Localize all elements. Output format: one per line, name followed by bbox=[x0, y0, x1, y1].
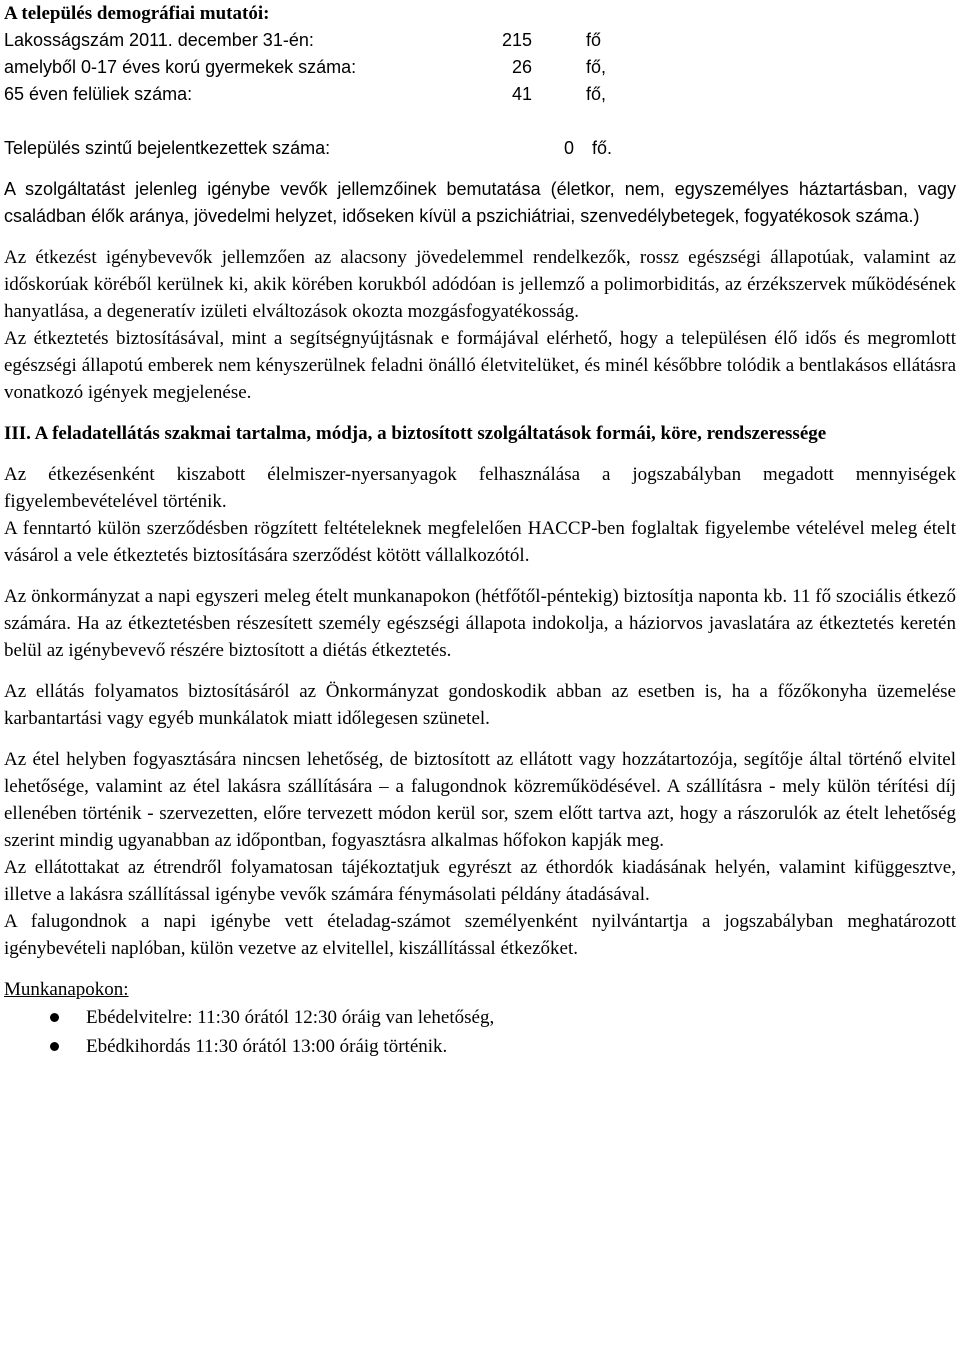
body-paragraph: Az ellátás folyamatos biztosításáról az Önkormányzat gondoskodik abban az esetben is, ha a főzőkonyha üzemelése karbantartási vagy egyéb munkálatok miatt időlegesen szünetel. bbox=[4, 681, 956, 729]
stat-unit: fő. bbox=[592, 138, 613, 158]
workdays-list bbox=[4, 1003, 956, 1061]
body-paragraph: Az étkeztetés biztosításával, mint a segítségnyújtásnak e formájával elérhető, hogy a településen élő idős és megromlott egészségi állapotú emberek nem kényszerülnek feladni önálló életvitelüket, és minél későbbre tolódik a bentlakásos ellátásra vonatkozó igények megjelenése. bbox=[4, 328, 956, 403]
intro-paragraph: A szolgáltatást jelenleg igénybe vevők jellemzőinek bemutatása (életkor, nem, egyszemélyes háztartásban, vagy családban élők aránya, jövedelmi helyzet, időseken kívül a pszichiátriai, szenvedélybetegek, fogyatékosok száma.) bbox=[4, 179, 956, 226]
workdays-heading: Munkanapokon: bbox=[4, 979, 129, 1000]
stat-value: 26 bbox=[512, 57, 533, 77]
spacer bbox=[4, 108, 956, 135]
list-item-text: Ebédkihordás 11:30 órától 13:00 óráig történik. bbox=[86, 1036, 448, 1057]
bullet-icon bbox=[50, 1013, 59, 1022]
body-paragraph: A falugondnok a napi igénybe vett ételadag-számot személyenként nyilvántartja a jogszabályban meghatározott igénybevételi naplóban, külön vezetve az elvitellel, kiszállítással étkezőket. bbox=[4, 911, 956, 959]
stat-label: 65 éven felüliek száma: bbox=[4, 84, 193, 104]
list-item bbox=[4, 1032, 956, 1061]
bullet-icon bbox=[50, 1042, 59, 1051]
demographics-table bbox=[4, 27, 956, 162]
body-paragraph: Az önkormányzat a napi egyszeri meleg ételt munkanapokon (hétfőtől-péntekig) biztosítja naponta kb. 11 fő szociális étkező számára. Ha az étkeztetésben részesített személy egészségi állapota indokolja, a háziorvos javaslatára az étkeztetés keretén belül az igénybevevő részére biztosított a diétás étkeztetés. bbox=[4, 586, 956, 661]
stat-row-population bbox=[4, 27, 956, 54]
stat-label: Lakosságszám 2011. december 31-én: bbox=[4, 30, 314, 50]
stat-row-registered bbox=[4, 135, 956, 162]
body-paragraph: Az étkezésenként kiszabott élelmiszer-nyersanyagok felhasználása a jogszabályban megadott mennyiségek figyelembevételével történik. bbox=[4, 464, 956, 512]
body-paragraph: Az étel helyben fogyasztására nincsen lehetőség, de biztosított az ellátott vagy hozzátartozója, segítője által történő elvitel lehetősége, valamint az étel lakásra szállítására – a falugondnok közreműködésével. A szállításra - mely külön térítési díj ellenében történik - szervezetten, előre tervezett módon kerül sor, szem előtt tartva azt, hogy a rászorulók az ételt lehetőség szerint mindig ugyanabban az időpontban, fogyasztásra alkalmas hőfokon kapják meg. bbox=[4, 749, 956, 851]
stat-unit: fő, bbox=[586, 84, 607, 104]
stat-label: Település szintű bejelentkezettek száma: bbox=[4, 138, 331, 158]
section-title bbox=[4, 420, 956, 447]
stat-value: 41 bbox=[512, 84, 533, 104]
section-number: III. bbox=[4, 423, 31, 444]
spacer bbox=[4, 406, 956, 420]
body-paragraph: Az ellátottakat az étrendről folyamatosan tájékoztatjuk egyrészt az éthordók kiadásának helyén, valamint kifüggesztve, illetve a lakásra szállítással igénybe vevők számára fénymásolati példány átadásával. bbox=[4, 857, 956, 905]
spacer bbox=[4, 664, 956, 678]
stat-label: amelyből 0-17 éves korú gyermekek száma: bbox=[4, 57, 357, 77]
list-item-text: Ebédelvitelre: 11:30 órától 12:30 óráig van lehetőség, bbox=[86, 1007, 495, 1028]
spacer bbox=[4, 162, 956, 176]
stat-value: 215 bbox=[502, 30, 533, 50]
stat-row-children bbox=[4, 54, 956, 81]
demographics-heading: A település demográfiai mutatói: bbox=[4, 3, 270, 24]
spacer bbox=[4, 732, 956, 746]
spacer bbox=[4, 447, 956, 461]
body-paragraph: A fenntartó külön szerződésben rögzített feltételeknek megfelelően HACCP-ben foglaltak figyelembe vételével meleg ételt vásárol a vele étkeztetés biztosítására szerződést kötött vállalkozótól. bbox=[4, 518, 956, 566]
stat-unit: fő bbox=[586, 30, 602, 50]
spacer bbox=[4, 569, 956, 583]
stat-unit: fő, bbox=[586, 57, 607, 77]
list-item bbox=[4, 1003, 956, 1032]
spacer bbox=[4, 962, 956, 976]
stat-row-elderly bbox=[4, 81, 956, 108]
spacer bbox=[4, 230, 956, 244]
section-heading: A feladatellátás szakmai tartalma, módja, a biztosított szolgáltatások formái, köre, rendszeressége bbox=[34, 423, 827, 444]
stat-value: 0 bbox=[564, 138, 575, 158]
document-page bbox=[4, 0, 956, 1061]
body-paragraph: Az étkezést igénybevevők jellemzően az alacsony jövedelemmel rendelkezők, rossz egészségi állapotúak, valamint az időskorúak köréből kerülnek ki, akik körében korukból adódóan is jellemző a polimorbiditás, az érzékszervek működésének hanyatlása, a degeneratív izületi elváltozások okozta mozgásfogyatékosság. bbox=[4, 247, 956, 322]
